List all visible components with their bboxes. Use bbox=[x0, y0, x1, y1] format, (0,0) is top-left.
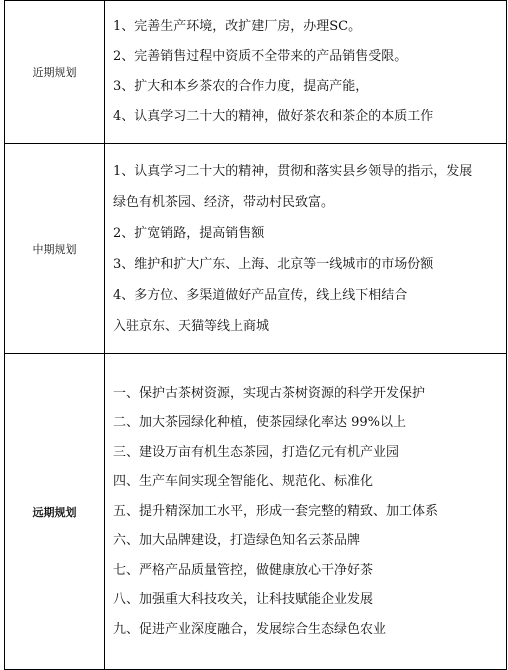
mid-term-row bbox=[5, 144, 507, 354]
mid-term-item: 绿色有机茶园、经济，带动村民致富。 bbox=[113, 194, 335, 210]
mid-term-item: 1、认真学习二十大的精神，贯彻和落实县乡领导的指示，发展 bbox=[113, 163, 473, 179]
mid-term-item: 2、扩宽销路，提高销售额 bbox=[113, 225, 265, 241]
mid-term-content bbox=[105, 144, 507, 354]
long-term-item: 一、保护古茶树资源，实现古茶树资源的科学开发保护 bbox=[113, 385, 426, 401]
mid-term-item: 3、维护和扩大广东、上海、北京等一线城市的市场份额 bbox=[113, 256, 434, 272]
near-term-row bbox=[5, 1, 507, 144]
long-term-item: 七、严格产品质量管控，做健康放心干净好茶 bbox=[113, 562, 374, 578]
long-term-item: 二、加大茶园绿化种植，使茶园绿化率达 99%以上 bbox=[113, 415, 407, 431]
mid-term-item: 4、多方位、多渠道做好产品宣传，线上线下相结合 bbox=[113, 287, 408, 303]
planning-table bbox=[4, 0, 507, 670]
long-term-item: 八、加强重大科技攻关，让科技赋能企业发展 bbox=[113, 592, 374, 608]
long-term-row bbox=[5, 354, 507, 670]
near-term-content bbox=[105, 1, 507, 144]
long-term-label: 远期规划 bbox=[5, 354, 105, 670]
long-term-item: 九、促进产业深度融合，发展综合生态绿色农业 bbox=[113, 621, 387, 637]
near-term-item: 4、认真学习二十大的精神，做好茶农和茶企的本质工作 bbox=[113, 109, 434, 124]
long-term-item: 五、提升精深加工水平，形成一套完整的精致、加工体系 bbox=[113, 503, 439, 519]
near-term-item: 3、扩大和本乡茶农的合作力度，提高产能， bbox=[113, 79, 369, 94]
mid-term-label: 中期规划 bbox=[5, 144, 105, 354]
long-term-item: 四、生产车间实现全智能化、规范化、标准化 bbox=[113, 474, 374, 490]
near-term-item: 1、完善生产环境，改扩建厂房，办理SC。 bbox=[113, 19, 362, 34]
long-term-item: 六、加大品牌建设，打造绿色知名云茶品牌 bbox=[113, 533, 361, 549]
long-term-item: 三、建设万亩有机生态茶园，打造亿元有机产业园 bbox=[113, 444, 400, 460]
long-term-content bbox=[105, 354, 507, 670]
near-term-item: 2、完善销售过程中资质不全带来的产品销售受限。 bbox=[113, 49, 408, 64]
near-term-label: 近期规划 bbox=[5, 1, 105, 144]
mid-term-item: 入驻京东、天猫等线上商城 bbox=[113, 318, 270, 334]
